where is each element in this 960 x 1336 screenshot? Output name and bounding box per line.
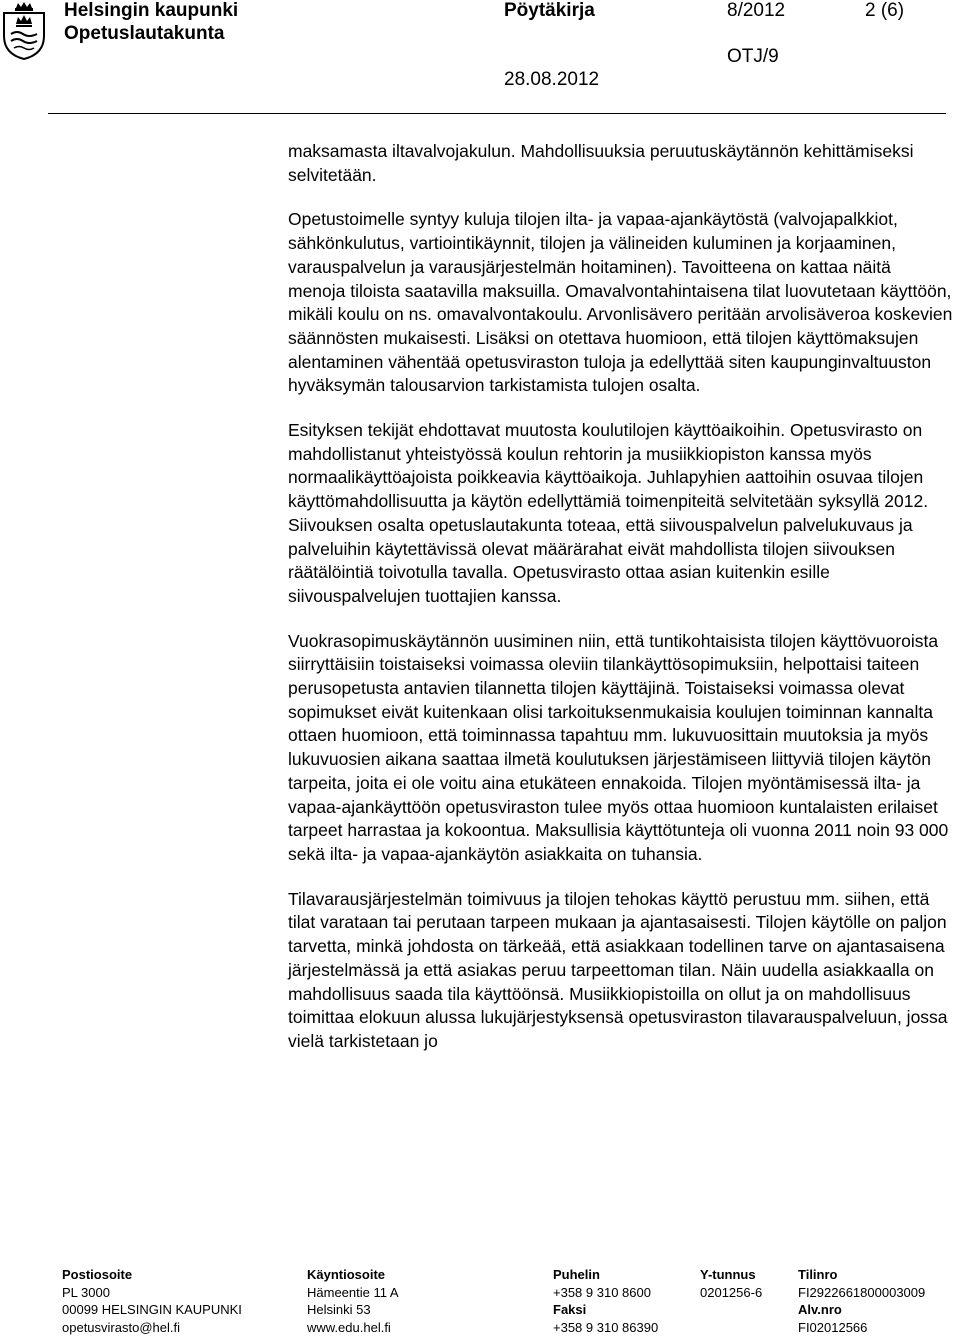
- footer-phone-fax: [553, 1266, 658, 1336]
- footer-value: Hämeentie 11 A: [307, 1284, 399, 1302]
- footer-value: PL 3000: [62, 1284, 242, 1302]
- footer-website[interactable]: www.edu.hel.fi: [307, 1319, 399, 1336]
- footer-value: +358 9 310 8600: [553, 1284, 658, 1302]
- footer-value: +358 9 310 86390: [553, 1319, 658, 1336]
- agenda-reference: OTJ/9: [727, 46, 779, 68]
- footer-value: FI02012566: [798, 1319, 925, 1336]
- paragraph: Tilavarausjärjestelmän toimivuus ja tilojen tehokas käyttö perustuu mm. siihen, että tilat varataan tai perutaan tarpeen mukaan ja ajantasaisesti. Tilojen käytölle on paljon tarvetta, minkä johdosta on tärkeää, että asiakkaan todellinen tarve on ajantasaisena järjestelmässä ja että asiakas peruu tarpeettoman tilan. Näin uudella asiakkaalla on mahdollisuus saada tila käyttöönsä. Musiikkiopistoilla on ollut ja on mahdollisuus toimittaa elokuun alussa lukujärjestyksensä opetusviraston tilavarauspalveluun, jossa vielä tarkistetaan jo: [288, 888, 953, 1054]
- footer-email[interactable]: opetusvirasto@hel.fi: [62, 1319, 242, 1336]
- paragraph: maksamasta iltavalvojakulun. Mahdollisuuksia peruutuskäytännön kehittämiseksi selvitetään.: [288, 140, 953, 187]
- footer-value: 00099 HELSINGIN KAUPUNKI: [62, 1301, 242, 1319]
- document-number: 8/2012: [727, 0, 785, 22]
- footer-value: 0201256-6: [700, 1284, 762, 1302]
- paragraph: Opetustoimelle syntyy kuluja tilojen ilta- ja vapaa-ajankäytöstä (valvojapalkkiot, sähkönkulutus, vartiointikäynnit, tilojen ja välineiden kuluminen ja korjaaminen, varauspalvelun ja varausjärjestelmän hoitaminen). Tavoitteena on kattaa näitä menoja tiloista saatavilla maksuilla. Omavalvontahintaisena tilat luovutetaan käyttöön, mikäli koulu on ns. omavalvontakoulu. Arvonlisävero peritään arvolisäveroa koskevien säännösten mukaisesti. Lisäksi on otettava huomioon, että tilojen käyttömaksujen alentaminen vähentää opetusviraston tuloja ja edellyttää siten kaupunginvaltuuston hyväksymän talousarvion tarkistamista tulojen osalta.: [288, 208, 953, 398]
- page-number: 2 (6): [865, 0, 904, 22]
- minutes-body: [288, 140, 953, 1054]
- paragraph: Esityksen tekijät ehdottavat muutosta koulutilojen käyttöaikoihin. Opetusvirasto on mahdollistanut yhteistyössä koulun rehtorin ja musiikkiopiston kanssa myös normaalikäyttöajoista poikkeavia käyttöaikoja. Juhlapyhien aattoihin osuvaa tilojen käyttömahdollisuutta ja käytön edellyttämiä toimenpiteitä selvitetään syksyllä 2012. Siivouksen osalta opetuslautakunta toteaa, että siivouspalvelun palvelukuvaus ja palveluihin käytettävissä olevat määrärahat eivät mahdollista tilojen siivouksen räätälöintiä toivotulla tavalla. Opetusvirasto ottaa asian kuitenkin esille siivouspalvelujen tuottajien kanssa.: [288, 419, 953, 609]
- footer-visiting-address: [307, 1266, 399, 1336]
- footer-value: FI2922661800003009: [798, 1284, 925, 1302]
- committee-name: Opetuslautakunta: [64, 23, 224, 45]
- footer-value: Helsinki 53: [307, 1301, 399, 1319]
- paragraph: Vuokrasopimuskäytännön uusiminen niin, että tuntikohtaisista tilojen käyttövuoroista siirryttäisiin toistaiseksi voimassa oleviin tilankäyttösopimuksiin, helpottaisi taiteen perusopetusta antavien tilannetta tilojen käyttäjinä. Toistaiseksi voimassa olevat sopimukset eivät kuitenkaan olisi tarkoituksenmukaisia koulujen toiminnan kannalta ottaen huomioon, että toiminnassa tapahtuu mm. lukuvuosittain muutoksia ja myös lukuvuosien aikana saattaa ilmetä koulutuksen järjestämiseen liittyviä tilojen käytön tarpeita, joita ei ole voitu aina etukäteen ennakoida. Tilojen myöntämisessä ilta- ja vapaa-ajankäyttöön opetusviraston tulee myös ottaa huomioon kuntalaisten erilaiset tarpeet harrastaa ja kokoontua. Maksullisia käyttötunteja oli vuonna 2011 noin 93 000 sekä ilta- ja vapaa-ajankäytön asiakkaita on tuhansia.: [288, 630, 953, 867]
- footer-business-id: [700, 1266, 762, 1301]
- footer-heading: Postiosoite: [62, 1266, 242, 1284]
- meeting-date: 28.08.2012: [504, 69, 599, 91]
- footer-postal-address: [62, 1266, 242, 1336]
- helsinki-crest-logo: [2, 2, 46, 60]
- footer-heading: Faksi: [553, 1301, 658, 1319]
- footer-heading: Alv.nro: [798, 1301, 925, 1319]
- footer-bank-vat: [798, 1266, 925, 1336]
- footer-heading: Puhelin: [553, 1266, 658, 1284]
- organization-name: Helsingin kaupunki: [64, 0, 238, 22]
- footer-heading: Tilinro: [798, 1266, 925, 1284]
- footer-heading: Käyntiosoite: [307, 1266, 399, 1284]
- document-type: Pöytäkirja: [504, 0, 595, 22]
- header-divider: [48, 113, 946, 114]
- footer-heading: Y-tunnus: [700, 1266, 762, 1284]
